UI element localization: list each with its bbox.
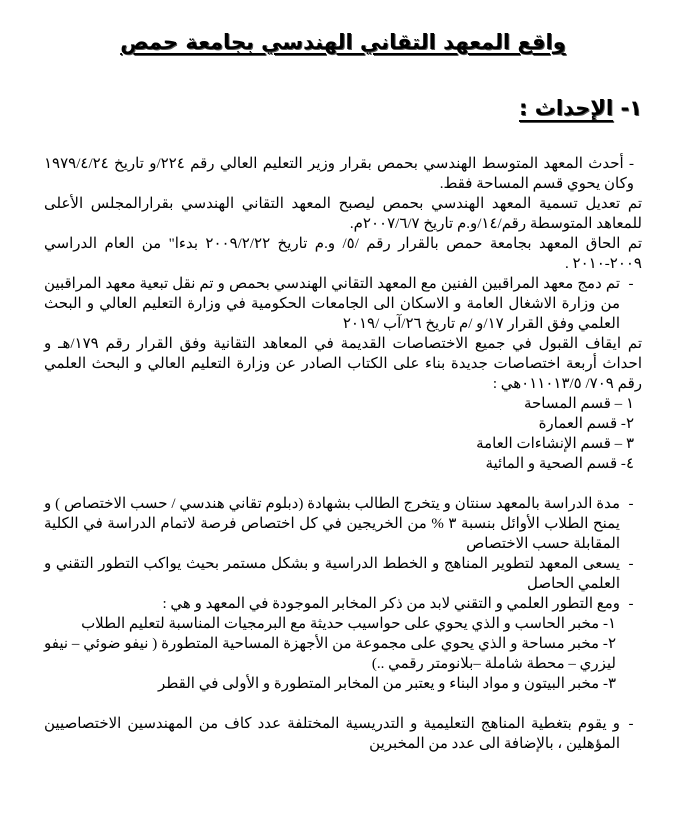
list-item: ٢- قسم العمارة: [538, 416, 634, 432]
list-item: ٤- قسم الصحية و المائية: [485, 456, 634, 472]
document-body: [44, 154, 642, 754]
departments-list: [44, 394, 642, 474]
bullet-merger: [44, 274, 642, 334]
bullet-labs-intro: [44, 594, 642, 614]
list-item: ١- مخبر الحاسب و الذي يحوي على حواسيب حديثة مع البرمجيات المناسبة لتعليم الطلاب: [81, 616, 616, 632]
bullet-staff: [44, 714, 642, 754]
spacer: [44, 694, 642, 714]
paragraph-merger: تم دمج معهد المراقبين الفنين مع المعهد التقاني الهندسي بحمص و تم نقل تبعية معهد المراقبين من وزارة الاشغال العامة و الاسكان الى الجامعات الحكومية في وزارة التعليم العالي و البحث العلمي وفق القرار ١٧/و /م تاريخ ٢٦/آب /٢٠١٩: [44, 276, 620, 332]
spacer: [44, 474, 642, 494]
bullet-curriculum: [44, 554, 642, 594]
section-title: الإحداث :: [519, 96, 614, 120]
bullet-text: و يقوم بتغطية المناهج التعليمية و التدريسية المختلفة عدد كاف من المهندسين الاختصاصيين المؤهلين ، بالإضافة الى عدد من المخبرين: [44, 716, 620, 752]
bullet-dash: -: [628, 276, 634, 292]
labs-list: [44, 614, 642, 694]
list-item: ٢- مخبر مساحة و الذي يحوي على مجموعة من الأجهزة المساحية المتطورة ( نيفو ضوئي – نيفو ليزري – محطة شاملة –بلانومتر رقمي ..): [44, 636, 616, 672]
paragraph-establishment: - أحدث المعهد المتوسط الهندسي بحمص بقرار وزير التعليم العالي رقم ٢٢٤/و تاريخ ١٩٧٩/٤/٢٤ وكان يحوي قسم المساحة فقط.: [44, 156, 634, 192]
bullet-dash: -: [628, 556, 634, 572]
bullet-text: يسعى المعهد لتطوير المناهج و الخطط الدراسية و بشكل مستمر بحيث يواكب التطور التقني و العلمي الحاصل: [44, 556, 620, 592]
section-heading: [519, 96, 642, 120]
list-item: ٣- مخبر البيتون و مواد البناء و يعتبر من المخابر المتطورة و الأولى في القطر: [158, 676, 616, 692]
bullet-dash: -: [628, 716, 634, 732]
bullet-dash: -: [628, 596, 634, 612]
list-item: ٣ – قسم الإنشاءات العامة: [476, 436, 634, 452]
list-item: ١ – قسم المساحة: [523, 396, 634, 412]
document-title: واقع المعهد التقاني الهندسي بجامعة حمص: [120, 30, 566, 54]
section-number: ١-: [620, 96, 642, 120]
bullet-dash: -: [628, 496, 634, 512]
bullet-text: مدة الدراسة بالمعهد سنتان و يتخرج الطالب بشهادة (دبلوم تقاني هندسي / حسب الاختصاص ) و يمنح الطلاب الأوائل بنسبة ٣ % من الخريجين في كل اختصاص فرصة لاتمام الدراسة في الكلية المقابلة حسب الاختصاص: [44, 496, 620, 552]
paragraph-new-specializations: تم ايقاف القبول في جميع الاختصاصات القديمة في المعاهد التقانية وفق القرار رقم ١٧٩/هـ و احداث أربعة اختصاصات جديدة بناء على الكتاب الصادر عن وزارة التعليم العالي و البحث العلمي رقم ٧٠٩/ ٠١١٠١٣/٥هي :: [44, 336, 643, 392]
paragraph-renaming: تم تعديل تسمية المعهد الهندسي بحمص ليصبح المعهد التقاني الهندسي بقرارالمجلس الأعلى للمعاهد المتوسطة رقم/١٤/و.م تاريخ ٢٠٠٧/٦/٧م.: [44, 196, 642, 232]
bullet-text: ومع التطور العلمي و التقني لابد من ذكر المخابر الموجودة في المعهد و هي :: [162, 596, 620, 612]
bullet-study-duration: [44, 494, 642, 554]
paragraph-university-affiliation: تم الحاق المعهد بجامعة حمص بالقرار رقم /٥/ و.م تاريخ ٢٠٠٩/٢/٢٢ بدءا" من العام الدراسي ٢٠٠٩-٢٠١٠ .: [44, 236, 642, 272]
